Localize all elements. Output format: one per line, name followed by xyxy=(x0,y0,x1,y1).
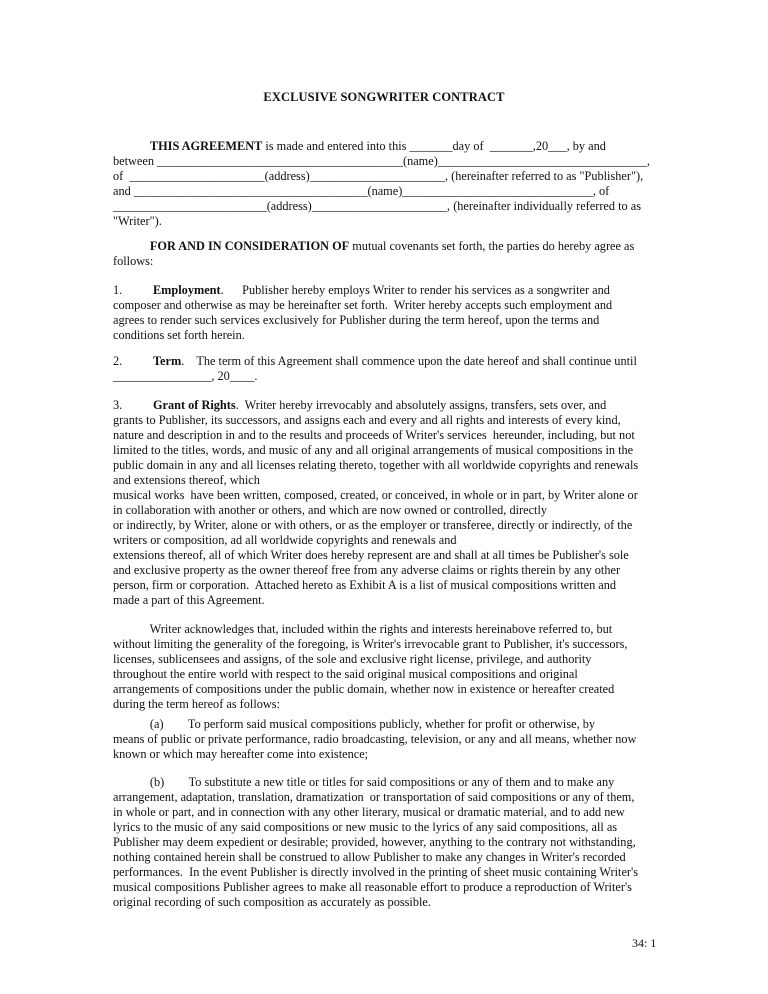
body-text: . Publisher hereby employs Writer to render his services as a songwriter and xyxy=(220,283,610,297)
body-text: _________________________(address)______________________, (hereinafter individually referred to as xyxy=(113,199,641,213)
paragraph-4-line xyxy=(113,354,637,369)
paragraph-8-line xyxy=(113,835,636,850)
body-text: writers or composition, ad all worldwide copyrights and renewals and xyxy=(113,533,457,547)
body-text: in whole or part, and in connection with any other literary, musical or dramatic material, and to add new xyxy=(113,805,625,819)
paragraph-5-line xyxy=(113,578,616,593)
paragraph-6-line xyxy=(113,682,614,697)
body-text: 1. xyxy=(113,283,153,297)
paragraph-8-line xyxy=(113,790,634,805)
page-number: 34: 1 xyxy=(632,936,657,950)
body-text: person, firm or corporation. Attached hereto as Exhibit A is a list of musical compositions written and xyxy=(113,578,617,592)
paragraph-1-line xyxy=(113,169,643,184)
body-text: extensions thereof, all of which Writer does hereby represent are and shall at all times be Publisher's sole xyxy=(113,548,629,562)
paragraph-3-line xyxy=(113,298,612,313)
paragraph-6-line xyxy=(113,622,612,637)
bold-heading-text: THIS AGREEMENT xyxy=(149,139,263,153)
body-text: (a) To perform said musical compositions publicly, whether for profit or otherwise, by xyxy=(113,717,596,731)
body-text: "Writer"). xyxy=(113,214,162,228)
body-text: conditions set forth herein. xyxy=(113,328,245,342)
body-text: of ______________________(address)______________________, (hereinafter referred to as "Publisher"), xyxy=(113,169,644,183)
body-text: arrangement, adaptation, translation, dramatization or transportation of said compositions or any of them, xyxy=(113,790,635,804)
body-text: Publisher may deem expedient or desirable; provided, however, anything to the contrary not withstanding, xyxy=(113,835,636,849)
paragraph-6-line xyxy=(113,637,627,652)
body-text xyxy=(113,239,150,253)
paragraph-3-line xyxy=(113,328,245,343)
body-text: original recording of such composition as accurately as possible. xyxy=(113,895,431,909)
body-text: . The term of this Agreement shall commence upon the date hereof and shall continue until xyxy=(181,354,637,368)
paragraph-8-line xyxy=(113,820,617,835)
paragraph-7-line xyxy=(113,732,636,747)
paragraph-8-line xyxy=(113,775,614,790)
body-text: (b) To substitute a new title or titles for said compositions or any of them and to make any xyxy=(113,775,615,789)
body-text: Writer acknowledges that, included within the rights and interests hereinabove referred to, but xyxy=(113,622,613,636)
paragraph-3-line xyxy=(113,283,610,298)
bold-heading-text: Grant of Rights xyxy=(152,398,236,412)
paragraph-5-line xyxy=(113,443,633,458)
paragraph-1-line xyxy=(113,199,641,214)
paragraph-1-line xyxy=(113,214,162,229)
paragraph-5-line xyxy=(113,488,638,503)
paragraph-1-line xyxy=(113,184,609,199)
paragraph-7-line xyxy=(113,717,595,732)
paragraph-5-line xyxy=(113,458,638,473)
body-text: throughout the entire world with respect to the said original musical compositions and original xyxy=(113,667,578,681)
paragraph-8-line xyxy=(113,850,626,865)
body-text: and extensions thereof, which xyxy=(113,473,260,487)
body-text: or indirectly, by Writer, alone or with others, or as the employer or transferee, directly or indirectly, of the xyxy=(113,518,633,532)
paragraph-8-line xyxy=(113,880,632,895)
paragraph-6-line xyxy=(113,697,280,712)
body-text: nature and description in and to the results and proceeds of Writer's services hereunder, including, but not xyxy=(113,428,635,442)
body-text: and ______________________________________(name)_______________________________, of xyxy=(113,184,610,198)
paragraph-5-line xyxy=(113,563,620,578)
paragraph-2-line xyxy=(113,239,634,254)
body-text: public domain in any and all licenses relating thereto, together with all worldwide copyrights and renewals xyxy=(113,458,639,472)
body-text: during the term hereof as follows: xyxy=(113,697,280,711)
body-text: arrangements of compositions under the public domain, whether now in existence or hereafter created xyxy=(113,682,615,696)
paragraph-4-line xyxy=(113,369,258,384)
body-text: lyrics to the music of any said compositions or new music to the lyrics of any said compositions, all as xyxy=(113,820,618,834)
body-text: without limiting the generality of the foregoing, is Writer's irrevocable grant to Publisher, it's successors, xyxy=(113,637,628,651)
body-text: agrees to render such services exclusively for Publisher during the term hereof, upon the terms and xyxy=(113,313,600,327)
body-text: known or which may hereafter come into existence; xyxy=(113,747,369,761)
body-text: in collaboration with another or others, and which are now owned or controlled, directly xyxy=(113,503,548,517)
paragraph-8-line xyxy=(113,865,638,880)
body-text xyxy=(113,139,150,153)
body-text: performances. In the event Publisher is directly involved in the printing of sheet music containing Writer's xyxy=(113,865,639,879)
paragraph-2-line xyxy=(113,254,153,269)
body-text: musical compositions Publisher agrees to make all reasonable effort to produce a reproduction of Writer's xyxy=(113,880,632,894)
body-text: and exclusive property as the owner thereof free from any adverse claims or rights therein by any other xyxy=(113,563,621,577)
body-text: grants to Publisher, its successors, and assigns each and every and all rights and interests of every kind, xyxy=(113,413,621,427)
paragraph-7-line xyxy=(113,747,368,762)
bold-heading-text: Employment xyxy=(152,283,221,297)
body-text: between ________________________________________(name)__________________________________, xyxy=(113,154,650,168)
body-text: means of public or private performance, radio broadcasting, television, or any and all means, whether now xyxy=(113,732,637,746)
paragraph-6-line xyxy=(113,667,578,682)
body-text: mutual covenants set forth, the parties do hereby agree as xyxy=(349,239,635,253)
paragraph-8-line xyxy=(113,895,431,910)
paragraph-5-line xyxy=(113,428,635,443)
paragraph-8-line xyxy=(113,805,625,820)
paragraph-5-line xyxy=(113,548,629,563)
body-text: . Writer hereby irrevocably and absolutely assigns, transfers, sets over, and xyxy=(235,398,607,412)
paragraph-1-line xyxy=(113,139,606,154)
paragraph-6-line xyxy=(113,652,591,667)
body-text: made a part of this Agreement. xyxy=(113,593,265,607)
body-text: licenses, sublicensees and assigns, of the sole and exclusive right license, privilege, and authority xyxy=(113,652,592,666)
paragraph-3-line xyxy=(113,313,599,328)
body-text: ________________, 20____. xyxy=(113,369,258,383)
body-text: follows: xyxy=(113,254,154,268)
body-text: 3. xyxy=(113,398,153,412)
paragraph-5-line xyxy=(113,533,457,548)
bold-heading-text: Term xyxy=(152,354,182,368)
document-title: EXCLUSIVE SONGWRITER CONTRACT xyxy=(263,90,505,104)
bold-heading-text: FOR AND IN CONSIDERATION OF xyxy=(149,239,350,253)
body-text: nothing contained herein shall be construed to allow Publisher to make any changes in Writer's recorded xyxy=(113,850,626,864)
body-text: is made and entered into this _______day of _______,20___, by and xyxy=(262,139,606,153)
paragraph-5-line xyxy=(113,593,265,608)
paragraph-5-line xyxy=(113,473,260,488)
paragraph-5-line xyxy=(113,398,606,413)
body-text: composer and otherwise as may be hereinafter set forth. Writer hereby accepts such employment and xyxy=(113,298,613,312)
paragraph-5-line xyxy=(113,503,547,518)
paragraph-5-line xyxy=(113,413,621,428)
paragraph-5-line xyxy=(113,518,632,533)
paragraph-1-line xyxy=(113,154,650,169)
body-text: musical works have been written, composed, created, or conceived, in whole or in part, by Writer alone or xyxy=(113,488,638,502)
body-text: 2. xyxy=(113,354,153,368)
body-text: limited to the titles, words, and music of any and all original arrangements of musical compositions in the xyxy=(113,443,634,457)
